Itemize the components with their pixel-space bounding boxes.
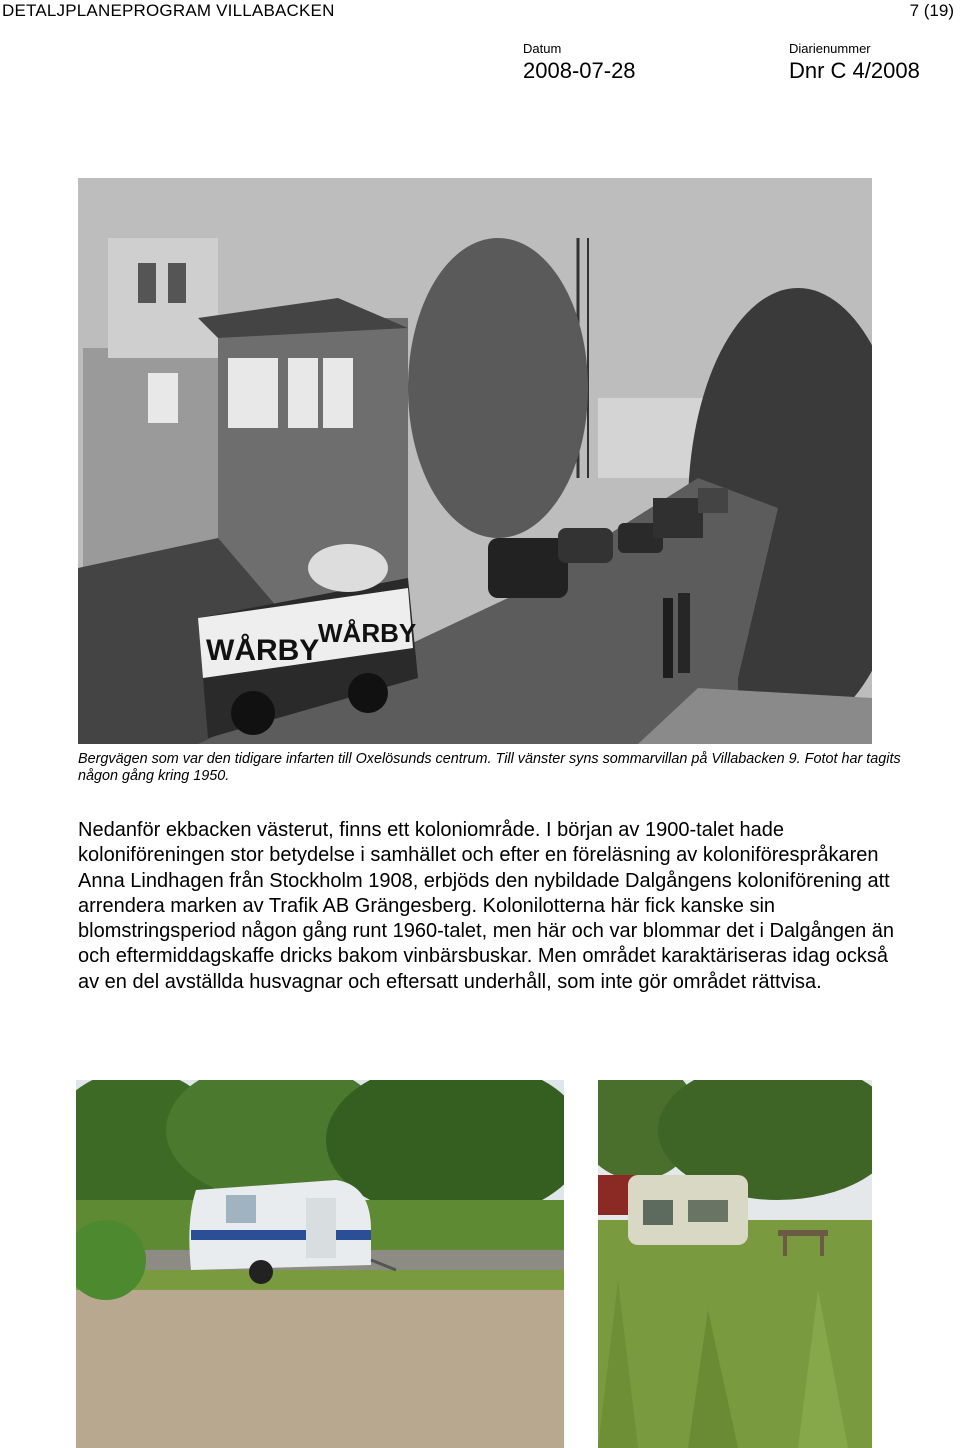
historic-street-photo — [78, 178, 872, 744]
truck-sign-text-1: WÅRBY — [206, 634, 320, 667]
diarienummer-value: Dnr C 4/2008 — [789, 58, 920, 83]
historic-photo-drawing — [78, 178, 872, 744]
diarienummer-label: Diarienummer — [789, 41, 871, 56]
body-paragraph: Nedanför ekbacken västerut, finns ett koloniområde. I början av 1900-talet hade koloniföreningen stor betydelse i samhället och efter en föreläsning av koloniförespråkaren Anna Lindhagen från Stockholm 1908, erbjöds den nybildade Dalgångens koloniförening att arrendera marken av Trafik AB Grängesberg. Kolonilotterna här fick kanske sin blomstringsperiod någon gång runt 1960-talet, men här och var blommar det i Dalgången än och eftermiddagskaffe dricks bakom vinbärsbuskar. Men området karaktäriseras idag också av en del avställda husvagnar och eftersatt underhåll, som inte gör området rättvisa. — [78, 819, 895, 993]
photo-caption: Bergvägen som var den tidigare infarten till Oxelösunds centrum. Till vänster syns sommarvillan på Villabacken 9. Fotot har tagits någon gång kring 1950. — [78, 751, 901, 784]
date-value: 2008-07-28 — [523, 58, 636, 83]
document-title: DETALJPLANEPROGRAM VILLABACKEN — [2, 1, 335, 20]
page-number: 7 (19) — [909, 1, 954, 20]
date-label: Datum — [523, 41, 562, 56]
caravan-photo-left-drawing — [76, 1080, 564, 1448]
caravan-photo-right-drawing — [598, 1080, 872, 1448]
truck-sign-text-2: WÅRBY — [318, 618, 417, 648]
caravan-photo-left — [76, 1080, 564, 1448]
caravan-photo-right — [598, 1080, 872, 1448]
